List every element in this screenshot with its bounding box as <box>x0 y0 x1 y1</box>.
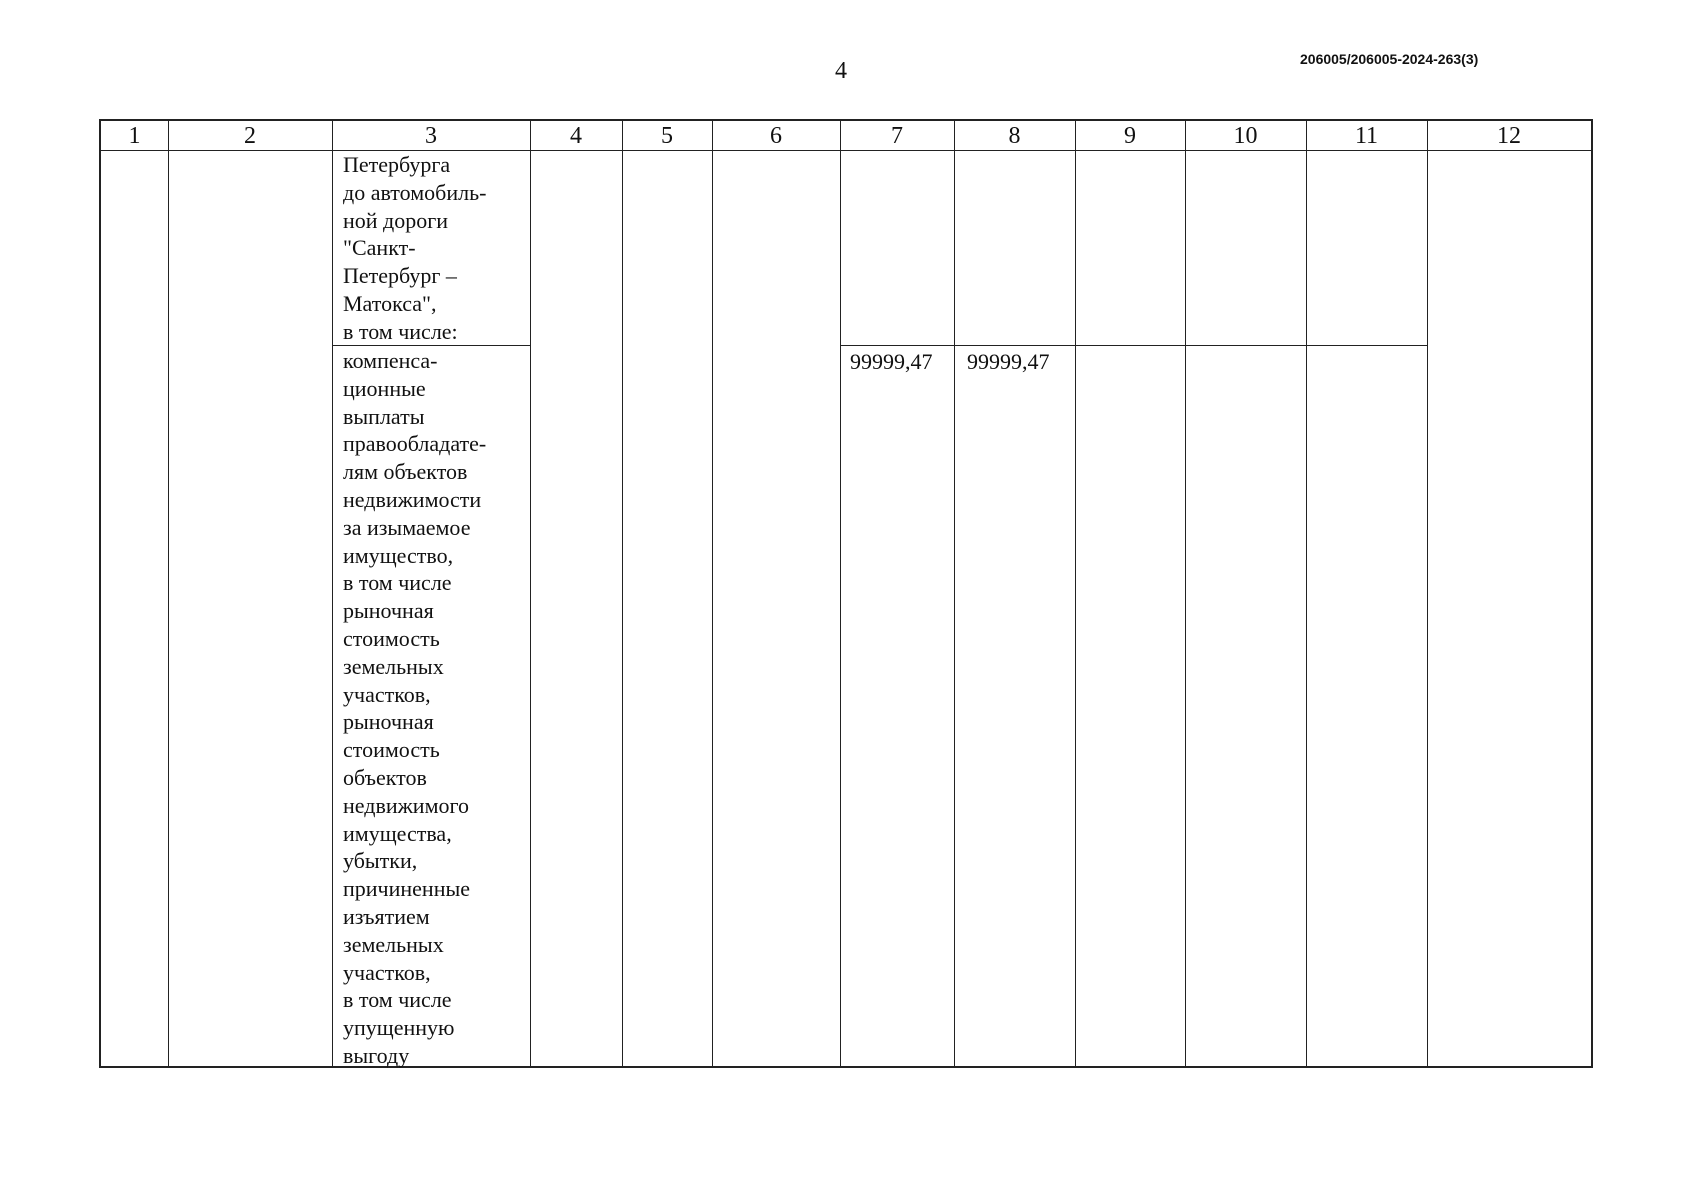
column-header: 4 <box>570 122 582 149</box>
column-header: 3 <box>425 122 437 149</box>
column-divider <box>332 121 333 1066</box>
column-header: 1 <box>128 122 141 149</box>
page-number: 4 <box>835 58 847 84</box>
column-divider <box>530 121 531 1066</box>
column-divider <box>1427 121 1428 1066</box>
column-header: 5 <box>661 122 673 149</box>
data-table <box>99 119 1593 1068</box>
column-header: 9 <box>1124 122 1136 149</box>
column-header: 2 <box>244 122 256 149</box>
column-divider <box>1185 121 1186 1066</box>
row-divider <box>840 345 1427 346</box>
column-header: 8 <box>1008 122 1021 149</box>
column-header: 10 <box>1233 122 1258 149</box>
column-header: 6 <box>770 122 782 149</box>
document-id: 206005/206005-2024-263(3) <box>1300 51 1479 67</box>
row2-col3-text: компенса- ционные выплаты правообладате- лям объектов недвижимости за изымаемое имущество, в том числе рыночная стоимость земельных участков, рыночная стоимость объектов недвижимого имущества, убытки, причиненные изъятием земельных участков, в том числе упущенную выгоду <box>343 348 487 1068</box>
column-header: 11 <box>1354 122 1379 149</box>
column-divider <box>712 121 713 1066</box>
column-header: 7 <box>891 122 903 149</box>
row1-col3-text: Петербурга до автомобиль- ной дороги "Санкт- Петербург – Матокса", в том числе: <box>343 152 487 344</box>
header-divider <box>101 150 1591 151</box>
column-divider <box>954 121 955 1066</box>
row2-col7-value: 99999,47 <box>850 349 933 374</box>
row2-col8-value: 99999,47 <box>967 349 1050 374</box>
column-divider <box>622 121 623 1066</box>
column-divider <box>840 121 841 1066</box>
column-header: 12 <box>1497 122 1521 149</box>
column-divider <box>1306 121 1307 1066</box>
column-divider <box>1075 121 1076 1066</box>
column-divider <box>168 121 169 1066</box>
